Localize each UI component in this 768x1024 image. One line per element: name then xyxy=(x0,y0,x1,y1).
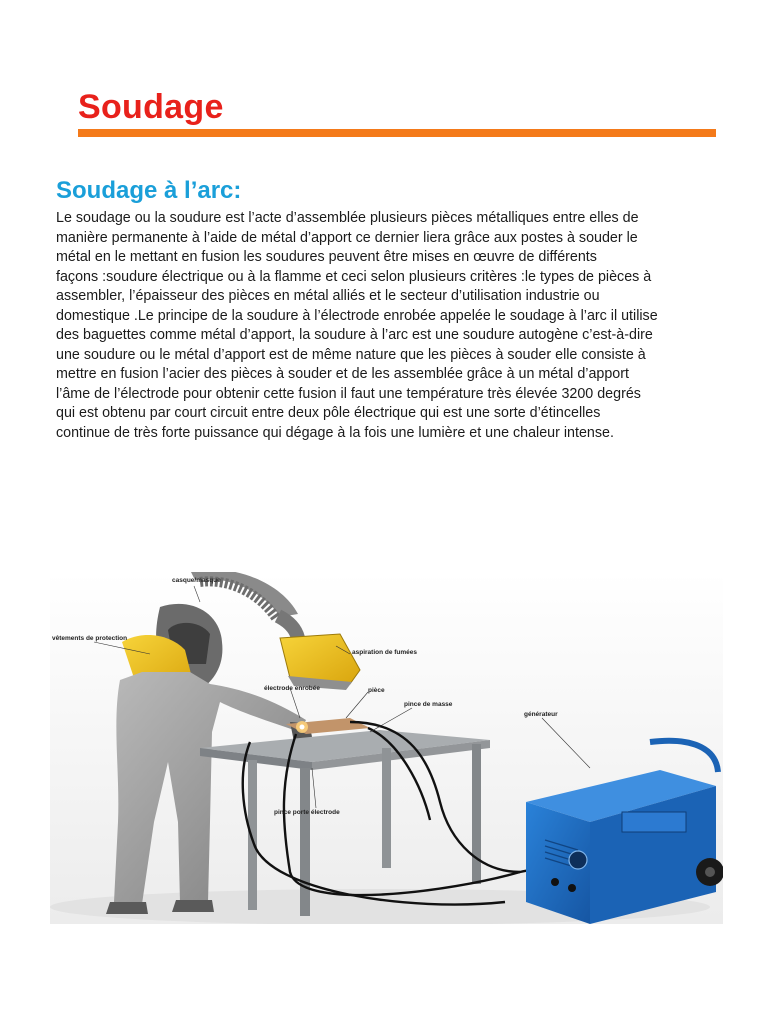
section-heading: Soudage à l’arc: xyxy=(56,177,242,204)
paragraph-line: des baguettes comme métal d’apport, la soudure à l’arc est une soudure autogène c’est-à-dire xyxy=(56,327,653,343)
paragraph-line: mettre en fusion l’acier des pièces à souder et de les assemblée grâce à un métal d’apport xyxy=(56,366,629,382)
callout-piece: pièce xyxy=(368,687,385,694)
paragraph-line: l’âme de l’électrode pour obtenir cette fusion il faut une température très élevée 3200 degrés xyxy=(56,385,641,402)
paragraph-line: façons :soudure électrique ou à la flamme et ceci selon plusieurs critères :le types de pièces à xyxy=(56,268,652,285)
paragraph-line: assembler, l’épaisseur des pièces en métal alliés et le secteur d’utilisation industrie ou xyxy=(56,288,600,304)
paragraph-line: domestique .Le principe de la soudure à l’électrode enrobée appelée le soudage à l’arc il utilise xyxy=(56,307,658,324)
callout-masque: casque/masque xyxy=(172,577,221,584)
paragraph-line: continue de très forte puissance qui dégage à la fois une lumière et une chaleur intense. xyxy=(56,424,614,441)
page-title: Soudage xyxy=(78,88,224,126)
callout-aspiration: aspiration de fumées xyxy=(352,649,418,656)
callout-pince-masse: pince de masse xyxy=(404,701,453,708)
callout-generateur: générateur xyxy=(524,711,558,718)
callout-vetements: vêtements de protection xyxy=(52,635,128,642)
paragraph-line: Le soudage ou la soudure est l’acte d’assemblée plusieurs pièces métalliques entre elles de xyxy=(56,210,639,226)
paragraph-line: manière permanente à l’aide de métal d’apport ce dernier liera grâce aux postes à souder le xyxy=(56,229,638,246)
paragraph-line: qui est obtenu par court circuit entre deux pôle électrique qui est une sorte d’étincelles xyxy=(56,405,601,421)
paragraph-line: une soudure ou le métal d’apport est de même nature que les pièces à souder elle consiste à xyxy=(56,346,646,363)
callout-pince-porte: pince porte électrode xyxy=(274,809,340,816)
title-rule xyxy=(78,129,716,137)
paragraph-line: métal en le mettant en fusion les soudures peuvent être mises en œuvre de différents xyxy=(56,249,597,265)
body-paragraph xyxy=(56,209,696,443)
welding-scene xyxy=(50,572,723,924)
arc-welding-illustration xyxy=(50,572,723,924)
callout-electrode: électrode enrobée xyxy=(264,685,320,692)
